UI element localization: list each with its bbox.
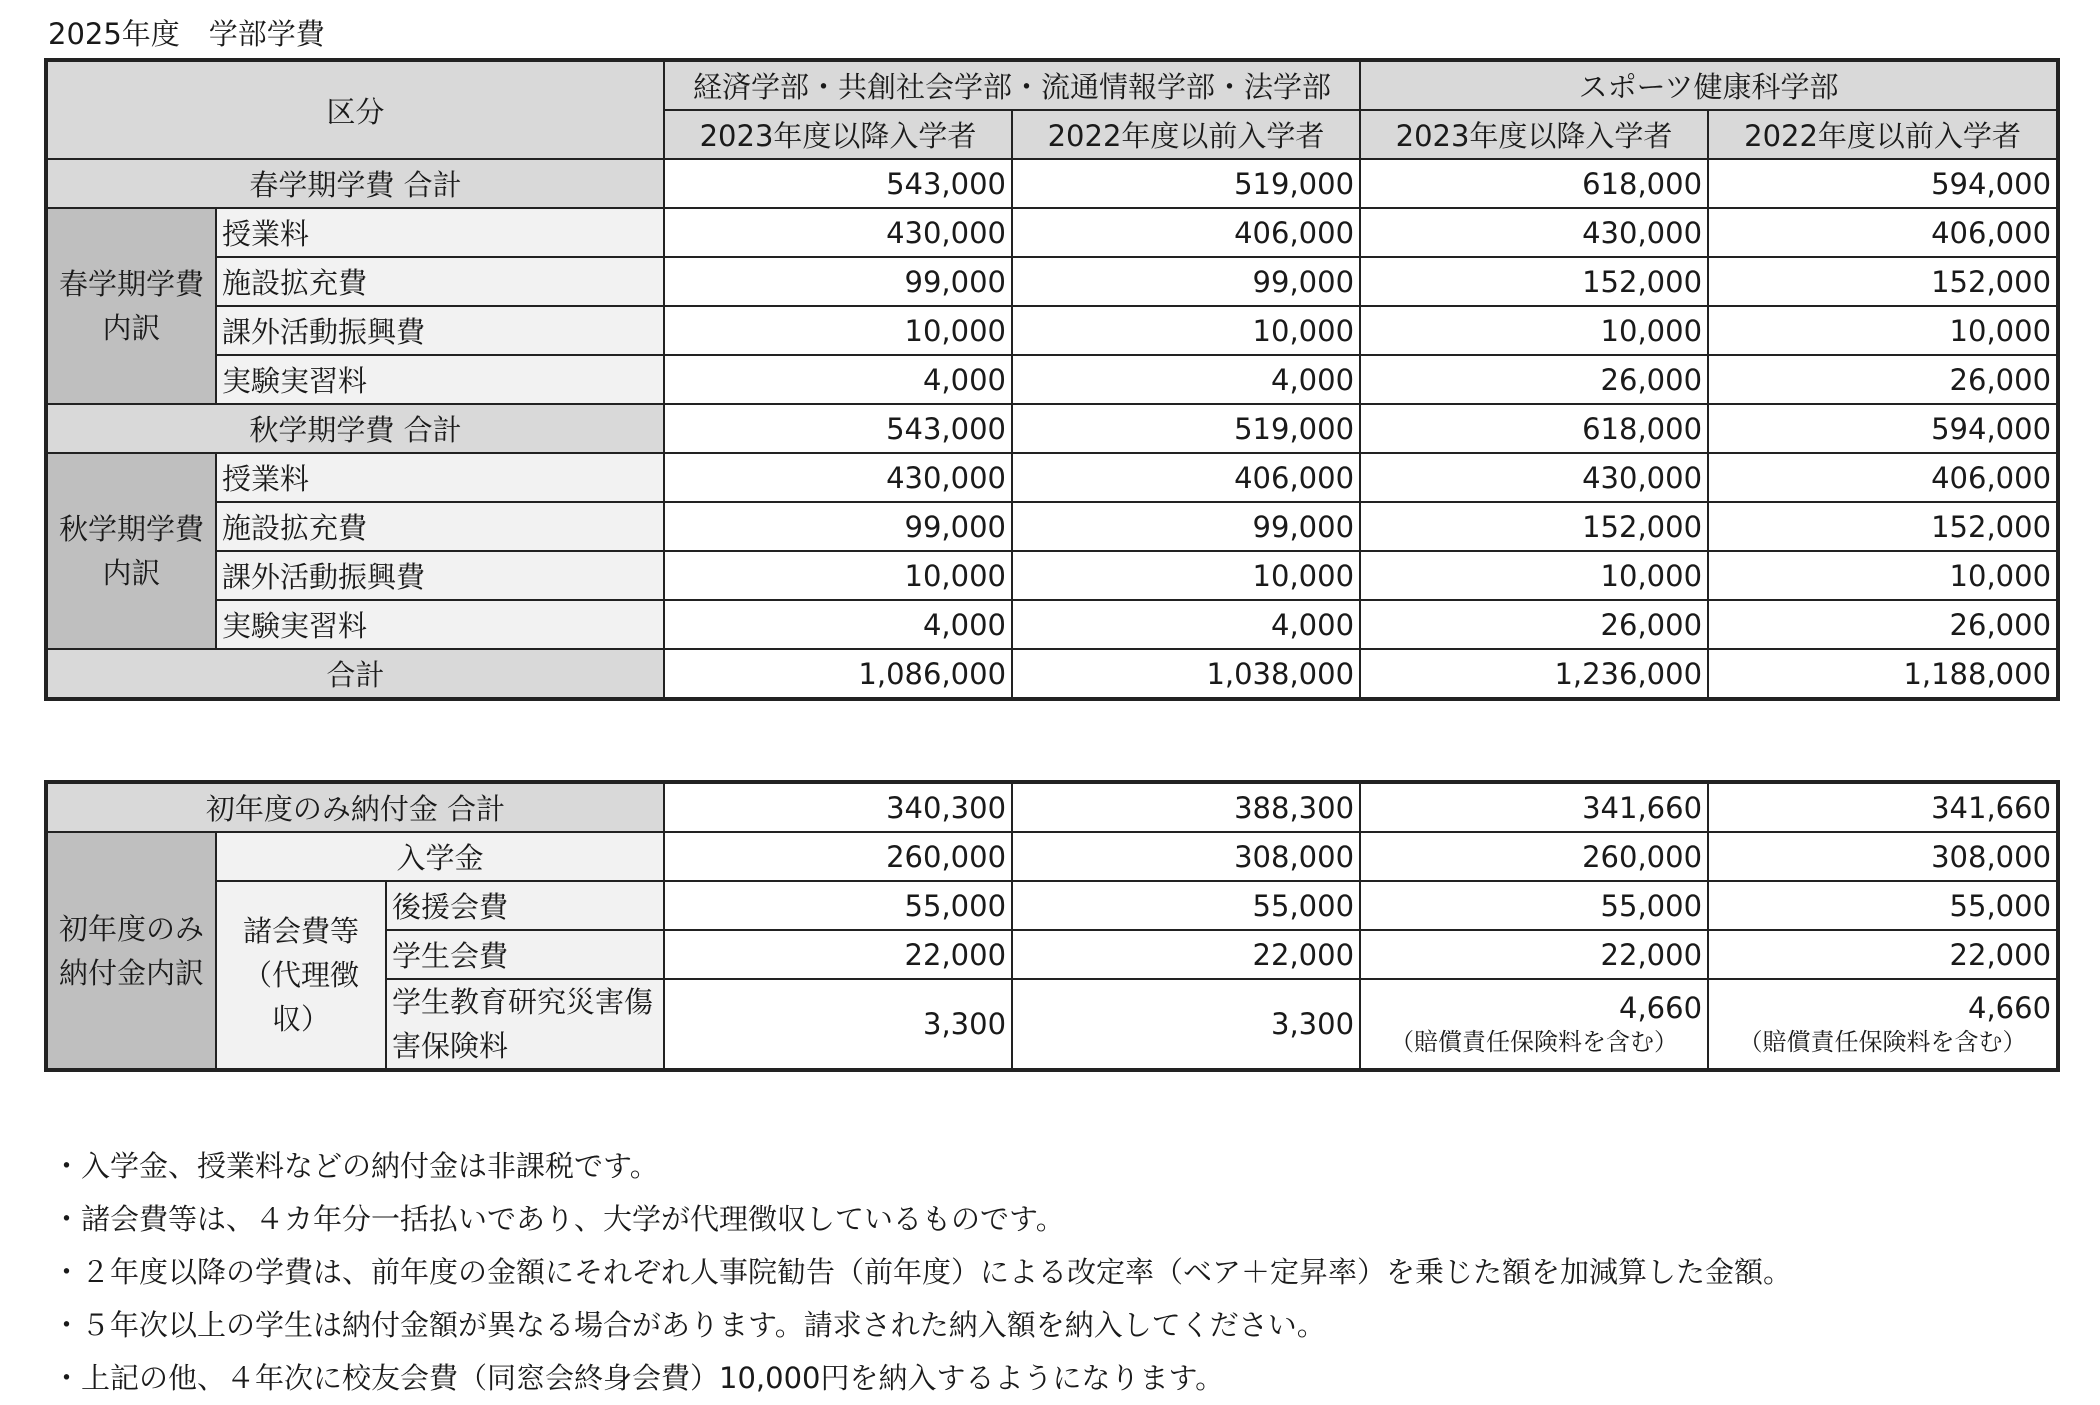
- admission-label: 入学金: [216, 832, 664, 881]
- amount-cell: 10,000: [664, 551, 1012, 600]
- amount-cell: 430,000: [1360, 208, 1708, 257]
- first-year-total-row: [46, 782, 2058, 832]
- amount-cell: 10,000: [1360, 551, 1708, 600]
- first-year-total-label: 初年度のみ納付金 合計: [46, 782, 664, 832]
- amount-cell: 594,000: [1708, 404, 2058, 453]
- supporters-row: [46, 881, 2058, 930]
- note-item: ・ ５年次以上の学生は納付金額が異なる場合があります。請求された納入額を納入してください。: [52, 1299, 1792, 1352]
- autumn-item-row: [46, 551, 2058, 600]
- note-item: ・ 入学金、授業料などの納付金は非課税です。: [52, 1140, 1792, 1193]
- amount-cell: 26,000: [1360, 600, 1708, 649]
- spring-total-row: [46, 159, 2058, 208]
- notes-list: [52, 1140, 1792, 1405]
- amount-cell: 26,000: [1708, 600, 2058, 649]
- amount-cell: 22,000: [664, 930, 1012, 979]
- autumn-item-row: [46, 600, 2058, 649]
- amount-cell: 594,000: [1708, 159, 2058, 208]
- item-label: 学生教育研究災害傷害保険料: [386, 979, 664, 1070]
- spring-total-label: 春学期学費 合計: [46, 159, 664, 208]
- item-label: 課外活動振興費: [216, 551, 664, 600]
- amount-cell: 519,000: [1012, 159, 1360, 208]
- note-item: ・ 上記の他、４年次に校友会費（同窓会終身会費）10,000円を納入するようになります。: [52, 1352, 1792, 1405]
- item-label: 後援会費: [386, 881, 664, 930]
- amount-cell: 543,000: [664, 404, 1012, 453]
- amount-cell: 10,000: [1708, 306, 2058, 355]
- item-label: 施設拡充費: [216, 502, 664, 551]
- header-group-sports: スポーツ健康科学部: [1360, 60, 2058, 110]
- autumn-item-row: [46, 502, 2058, 551]
- amount-cell: 55,000: [1012, 881, 1360, 930]
- amount-cell: 10,000: [1708, 551, 2058, 600]
- amount-cell: 543,000: [664, 159, 1012, 208]
- item-label: 課外活動振興費: [216, 306, 664, 355]
- header-col: 2023年度以降入学者: [664, 110, 1012, 159]
- amount-cell: 406,000: [1012, 453, 1360, 502]
- amount-cell: 99,000: [1012, 502, 1360, 551]
- amount-cell: 4,000: [1012, 355, 1360, 404]
- amount-cell: 152,000: [1360, 502, 1708, 551]
- amount-note: （賠償責任保険料を含む）: [1390, 1028, 1679, 1056]
- amount-cell: 341,660: [1360, 782, 1708, 832]
- admission-row: [46, 832, 2058, 881]
- item-label: 授業料: [216, 208, 664, 257]
- autumn-breakdown-label: 秋学期学費内訳: [46, 453, 216, 649]
- note-item: ・ ２年度以降の学費は、前年度の金額にそれぞれ人事院勧告（前年度）による改定率（ベア＋定昇率）を乗じた額を加減算した金額。: [52, 1246, 1792, 1299]
- amount-cell: 55,000: [664, 881, 1012, 930]
- amount-cell: 4,000: [664, 355, 1012, 404]
- autumn-total-row: [46, 404, 2058, 453]
- amount-cell: 406,000: [1708, 453, 2058, 502]
- dues-label: 諸会費等（代理徴収）: [216, 881, 386, 1070]
- amount-cell: 1,236,000: [1360, 649, 1708, 699]
- amount-cell: 430,000: [664, 453, 1012, 502]
- amount-cell: 3,300: [664, 979, 1012, 1070]
- amount-cell: 99,000: [1012, 257, 1360, 306]
- tuition-table: [44, 58, 2060, 701]
- spring-item-row: [46, 355, 2058, 404]
- amount-cell: 99,000: [664, 257, 1012, 306]
- amount-cell: 1,038,000: [1012, 649, 1360, 699]
- amount-cell: 22,000: [1012, 930, 1360, 979]
- amount-value: 4,660: [1619, 991, 1703, 1025]
- amount-cell: 340,300: [664, 782, 1012, 832]
- header-col: 2022年度以前入学者: [1012, 110, 1360, 159]
- grand-total-label: 合計: [46, 649, 664, 699]
- amount-cell: 55,000: [1360, 881, 1708, 930]
- amount-cell: 388,300: [1012, 782, 1360, 832]
- spring-item-row: [46, 257, 2058, 306]
- amount-cell: 10,000: [664, 306, 1012, 355]
- amount-cell: 55,000: [1708, 881, 2058, 930]
- header-col: 2022年度以前入学者: [1708, 110, 2058, 159]
- amount-cell: 152,000: [1708, 257, 2058, 306]
- autumn-total-label: 秋学期学費 合計: [46, 404, 664, 453]
- amount-cell: 618,000: [1360, 159, 1708, 208]
- first-year-breakdown-label: 初年度のみ納付金内訳: [46, 832, 216, 1070]
- amount-cell: 3,300: [1012, 979, 1360, 1070]
- amount-note: （賠償責任保険料を含む）: [1738, 1028, 2027, 1056]
- amount-cell-with-note: [1360, 979, 1708, 1070]
- amount-cell: 10,000: [1012, 306, 1360, 355]
- amount-cell: 618,000: [1360, 404, 1708, 453]
- spring-item-row: [46, 306, 2058, 355]
- amount-cell: 1,188,000: [1708, 649, 2058, 699]
- header-group-economics-etc: 経済学部・共創社会学部・流通情報学部・法学部: [664, 60, 1360, 110]
- amount-cell: 99,000: [664, 502, 1012, 551]
- header-kubun: 区分: [46, 60, 664, 159]
- amount-cell: 341,660: [1708, 782, 2058, 832]
- first-year-fees-table: [44, 780, 2060, 1072]
- amount-cell: 22,000: [1708, 930, 2058, 979]
- amount-cell-with-note: [1708, 979, 2058, 1070]
- spring-breakdown-label: 春学期学費内訳: [46, 208, 216, 404]
- header-col: 2023年度以降入学者: [1360, 110, 1708, 159]
- header-row-groups: [46, 60, 2058, 110]
- amount-cell: 260,000: [664, 832, 1012, 881]
- amount-cell: 1,086,000: [664, 649, 1012, 699]
- amount-cell: 406,000: [1012, 208, 1360, 257]
- amount-cell: 4,000: [1012, 600, 1360, 649]
- item-label: 施設拡充費: [216, 257, 664, 306]
- note-item: ・ 諸会費等は、４カ年分一括払いであり、大学が代理徴収しているものです。: [52, 1193, 1792, 1246]
- amount-cell: 4,000: [664, 600, 1012, 649]
- autumn-item-row: [46, 453, 2058, 502]
- amount-cell: 26,000: [1360, 355, 1708, 404]
- amount-cell: 152,000: [1708, 502, 2058, 551]
- amount-cell: 22,000: [1360, 930, 1708, 979]
- amount-cell: 308,000: [1012, 832, 1360, 881]
- grand-total-row: [46, 649, 2058, 699]
- amount-cell: 308,000: [1708, 832, 2058, 881]
- item-label: 授業料: [216, 453, 664, 502]
- amount-cell: 406,000: [1708, 208, 2058, 257]
- amount-cell: 10,000: [1012, 551, 1360, 600]
- amount-value: 4,660: [1968, 991, 2052, 1025]
- item-label: 学生会費: [386, 930, 664, 979]
- amount-cell: 519,000: [1012, 404, 1360, 453]
- amount-cell: 152,000: [1360, 257, 1708, 306]
- spring-item-row: [46, 208, 2058, 257]
- amount-cell: 26,000: [1708, 355, 2058, 404]
- item-label: 実験実習料: [216, 600, 664, 649]
- amount-cell: 260,000: [1360, 832, 1708, 881]
- amount-cell: 10,000: [1360, 306, 1708, 355]
- page-title: 2025年度 学部学費: [48, 17, 325, 51]
- amount-cell: 430,000: [664, 208, 1012, 257]
- item-label: 実験実習料: [216, 355, 664, 404]
- amount-cell: 430,000: [1360, 453, 1708, 502]
